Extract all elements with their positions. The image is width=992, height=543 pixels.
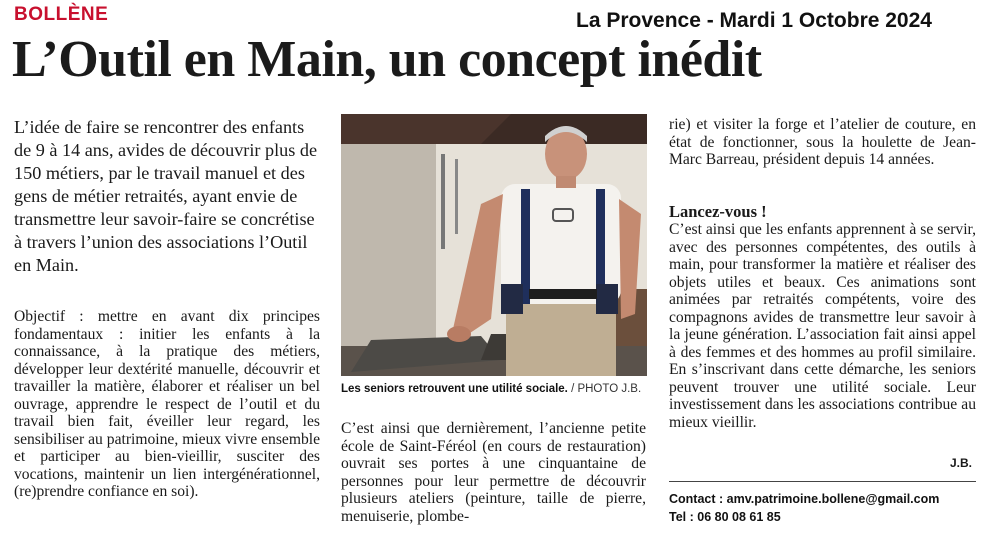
masthead-date: La Provence - Mardi 1 Octobre 2024: [576, 9, 932, 32]
article-body-objectif: Objectif : mettre en avant dix principes fondamentaux : initier les enfants à la connaissance, à la pratique des métiers, développer leur dextérité manuelle, découvrir et travailler la matière, élaborer et réaliser un bel ouvrage, apprendre le respect de l’outil et du travail bien fait, éveiller leur regard, les sensibiliser au patrimoine, mieux vivre ensemble et participer au bien-vieillir, susciter des vocations, maintenir un lien intergénérationnel, (re)prendre confiance en soi).: [14, 308, 320, 500]
contact-phone: Tel : 06 80 08 61 85: [669, 510, 781, 524]
contact-divider: [669, 481, 976, 482]
caption-text: Les seniors retrouvent une utilité sociale.: [341, 383, 568, 395]
caption-credit: / PHOTO J.B.: [567, 383, 642, 395]
photo-caption: [341, 383, 651, 395]
subhead-lancez-vous: Lancez-vous !: [669, 202, 767, 221]
article-photo: [341, 114, 647, 376]
article-body-ecole: C’est ainsi que dernièrement, l’ancienne petite école de Saint-Féréol (en cours de restauration) ouvrait ses portes à une cinquantaine de personnes pour leur permettre de découvrir plusieurs ateliers (peinture, taille de pierre, menuiserie, plombe-: [341, 420, 646, 525]
article-body-forge: rie) et visiter la forge et l’atelier de couture, en état de fonctionner, sous la houlette de Jean-Marc Barreau, président depuis 14 années.: [669, 116, 976, 169]
contact-email: Contact : amv.patrimoine.bollene@gmail.com: [669, 492, 940, 506]
article-body-lancez: C’est ainsi que les enfants apprennent à se servir, avec des personnes compétentes, des outils à main, pour transformer la matière et réaliser des objets utiles et beaux. Ces animations sont animées par retraités compétents, voire des compagnons avides de transmettre leur savoir à la jeune génération. L’association fait ainsi appel à des femmes et des hommes au profil similaire. En s’inscrivant dans cette démarche, les seniors peuvent trouver une utilité sociale. Leur investissement dans les associations contribue au mieux vieillir.: [669, 221, 976, 431]
contact-block: [669, 490, 939, 526]
author-signature: J.B.: [950, 456, 973, 470]
headline: L’Outil en Main, un concept inédit: [12, 31, 762, 88]
kicker-location: BOLLÈNE: [14, 4, 109, 25]
article-lead: L’idée de faire se rencontrer des enfants de 9 à 14 ans, avides de découvrir plus de 150 métiers, par le travail manuel et des gens de métier retraités, ayant envie de transmettre leur savoir-faire se concrétise à travers l’union des associations l’Outil en Main.: [14, 117, 318, 275]
